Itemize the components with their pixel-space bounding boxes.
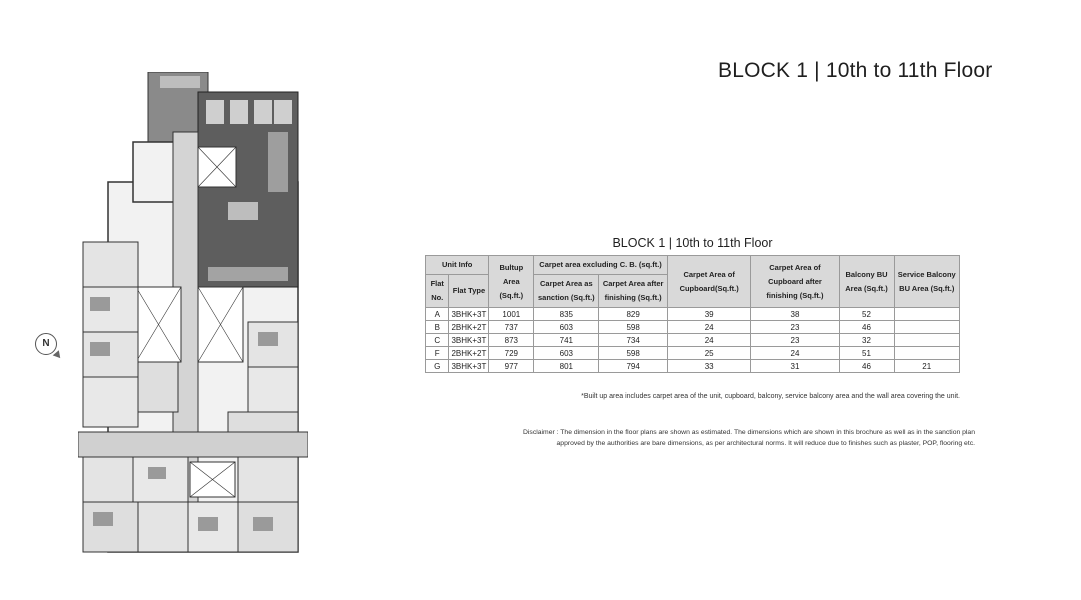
cell-cupboard: 25	[667, 347, 751, 360]
table-row	[426, 360, 960, 373]
cell-cupboard-finish: 23	[751, 321, 839, 334]
header-cupboard: Carpet Area of Cupboard(Sq.ft.)	[667, 256, 751, 308]
header-flat-type: Flat Type	[449, 275, 489, 308]
cell-cupboard: 39	[667, 308, 751, 321]
cell-carpet-sanction: 603	[534, 321, 599, 334]
cell-carpet-finish: 829	[599, 308, 667, 321]
disclaimer-line-2: approved by the authorities are bare dimensions, as per architectural norms. It will reduce due to finishes such as plaster, POP, flooring etc.	[556, 440, 975, 447]
area-table	[425, 255, 960, 373]
table-row	[426, 308, 960, 321]
cell-flat-no: F	[426, 347, 449, 360]
table-title: BLOCK 1 | 10th to 11th Floor	[612, 236, 773, 250]
cell-carpet-sanction: 741	[534, 334, 599, 347]
cell-service-balcony	[894, 347, 960, 360]
cell-flat-type: 3BHK+3T	[449, 334, 489, 347]
cell-cupboard: 33	[667, 360, 751, 373]
cell-flat-type: 3BHK+3T	[449, 360, 489, 373]
header-carpet-finish: Carpet Area after finishing (Sq.ft.)	[599, 275, 667, 308]
cell-flat-no: B	[426, 321, 449, 334]
cell-flat-type: 2BHK+2T	[449, 321, 489, 334]
header-carpet-excl: Carpet area excluding C. B. (sq.ft.)	[534, 256, 668, 275]
header-service-balcony: Service Balcony BU Area (Sq.ft.)	[894, 256, 960, 308]
cell-cupboard-finish: 24	[751, 347, 839, 360]
cell-cupboard: 24	[667, 321, 751, 334]
table-header-row	[426, 256, 960, 275]
cell-builtup: 729	[489, 347, 534, 360]
builtup-footnote: *Built up area includes carpet area of the unit, cupboard, balcony, service balcony area and the wall area covering the unit.	[581, 393, 960, 400]
table-row	[426, 334, 960, 347]
cell-carpet-finish: 598	[599, 321, 667, 334]
cell-service-balcony	[894, 321, 960, 334]
cell-carpet-finish: 734	[599, 334, 667, 347]
cell-cupboard-finish: 31	[751, 360, 839, 373]
cell-cupboard: 24	[667, 334, 751, 347]
cell-carpet-finish: 794	[599, 360, 667, 373]
cell-cupboard-finish: 38	[751, 308, 839, 321]
header-unit-info: Unit Info	[426, 256, 489, 275]
cell-builtup: 737	[489, 321, 534, 334]
page-heading: BLOCK 1 | 10th to 11th Floor	[718, 59, 993, 82]
cell-flat-no: G	[426, 360, 449, 373]
cell-flat-no: A	[426, 308, 449, 321]
cell-balcony: 46	[839, 321, 894, 334]
compass-north-icon: N	[35, 333, 57, 355]
cell-builtup: 977	[489, 360, 534, 373]
cell-carpet-sanction: 801	[534, 360, 599, 373]
cell-carpet-finish: 598	[599, 347, 667, 360]
cell-balcony: 52	[839, 308, 894, 321]
cell-flat-type: 2BHK+2T	[449, 347, 489, 360]
cell-builtup: 1001	[489, 308, 534, 321]
cell-carpet-sanction: 603	[534, 347, 599, 360]
cell-service-balcony: 21	[894, 360, 960, 373]
disclaimer	[440, 427, 975, 449]
cell-carpet-sanction: 835	[534, 308, 599, 321]
floor-plan-image	[78, 72, 308, 560]
header-balcony: Balcony BU Area (Sq.ft.)	[839, 256, 894, 308]
table-row	[426, 321, 960, 334]
header-cupboard-finish: Carpet Area of Cupboard after finishing (Sq.ft.)	[751, 256, 839, 308]
cell-balcony: 46	[839, 360, 894, 373]
header-flat-no: Flat No.	[426, 275, 449, 308]
header-carpet-sanction: Carpet Area as sanction (Sq.ft.)	[534, 275, 599, 308]
cell-builtup: 873	[489, 334, 534, 347]
cell-service-balcony	[894, 308, 960, 321]
cell-balcony: 51	[839, 347, 894, 360]
disclaimer-line-1: Disclaimer : The dimension in the floor plans are shown as estimated. The dimensions which are shown in this brochure as well as in the sanction plan	[523, 429, 975, 436]
cell-cupboard-finish: 23	[751, 334, 839, 347]
table-row	[426, 347, 960, 360]
header-builtup: Bultup Area (Sq.ft.)	[489, 256, 534, 308]
cell-flat-no: C	[426, 334, 449, 347]
cell-balcony: 32	[839, 334, 894, 347]
cell-service-balcony	[894, 334, 960, 347]
cell-flat-type: 3BHK+3T	[449, 308, 489, 321]
